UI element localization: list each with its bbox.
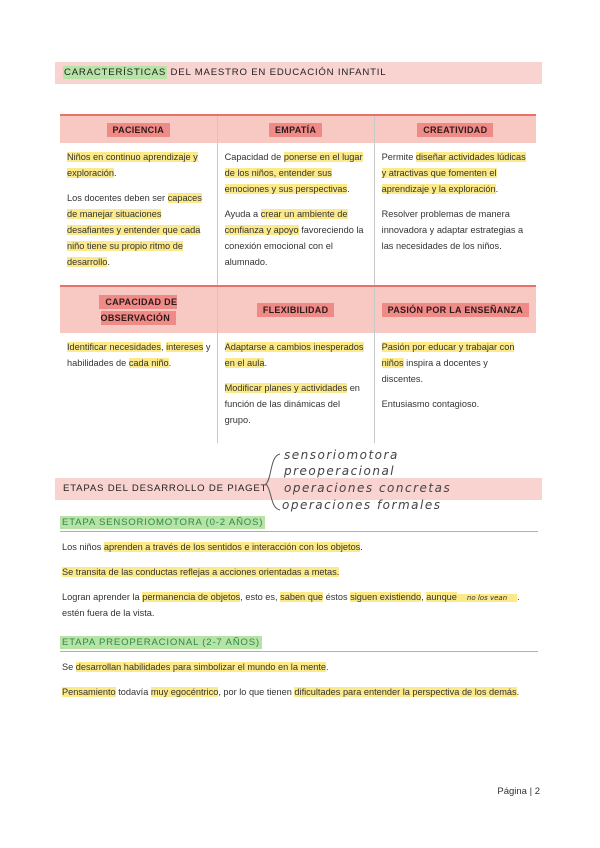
section-title-band [55, 62, 542, 84]
sensoriomotora-p2: Se transita de las conductas reflejas a acciones orientadas a metas. [62, 567, 340, 577]
cell-flexibilidad: Adaptarse a cambios inesperados en el aula. Modificar planes y actividades en función de las dinámicas del grupo. [217, 333, 374, 443]
header-flexibilidad: FLEXIBILIDAD [217, 286, 374, 333]
header-observacion: CAPACIDAD DE OBSERVACIÓN [60, 286, 217, 333]
hand-note-3: operaciones concretas [284, 481, 452, 495]
hand-brace [262, 450, 282, 514]
title-highlight: CARACTERÍSTICAS [64, 67, 167, 78]
stage-heading-sensoriomotora: ETAPA SENSORIOMOTORA (0-2 AÑOS) [60, 517, 538, 532]
hand-note-1: sensoriomotora [284, 448, 399, 462]
sensoriomotora-p1: Los niños aprenden a través de los sentidos e interacción con los objetos. [62, 542, 363, 552]
sensoriomotora-p3: Logran aprender la permanencia de objetos, esto es, saben que éstos siguen existiendo, aunque no los vean . estén fuera de la vista. [62, 592, 520, 618]
cell-creatividad: Permite diseñar actividades lúdicas y atractivas que fomenten el aprendizaje y la exploración. Resolver problemas de manera innovadora y adaptar estrategias a las necesidades de los niños. [374, 143, 536, 286]
header-paciencia: PACIENCIA [60, 115, 217, 143]
header-empatia: EMPATÍA [217, 115, 374, 143]
hand-note-4: operaciones formales [282, 498, 442, 512]
preoperacional-p2: Pensamiento todavía muy egocéntrico, por lo que tienen dificultades para entender la perspectiva de los demás. [62, 687, 520, 697]
piaget-stages-title: ETAPAS DEL DESARROLLO DE PIAGET [63, 483, 268, 494]
characteristics-table [60, 114, 536, 443]
hand-note-2: preoperacional [284, 464, 396, 478]
cell-paciencia: Niños en continuo aprendizaje y exploración. Los docentes deben ser capaces de manejar situaciones desafiantes y entender que cada niño tiene su propio ritmo de desarrollo. [67, 152, 202, 267]
stage-heading-preoperacional: ETAPA PREOPERACIONAL (2-7 AÑOS) [60, 637, 538, 652]
title-rest: DEL MAESTRO EN EDUCACIÓN INFANTIL [167, 67, 387, 78]
preoperacional-p1: Se desarrollan habilidades para simbolizar el mundo en la mente. [62, 662, 329, 672]
cell-empatia: Capacidad de ponerse en el lugar de los niños, entender sus emociones y sus perspectivas. Ayuda a crear un ambiente de confianza y apoyo favoreciendo la conexión emocional con el alumnado. [217, 143, 374, 286]
cell-pasion: Pasión por educar y trabajar con niños inspira a docentes y discentes. Entusiasmo contagioso. [374, 333, 536, 443]
header-pasion: PASIÓN POR LA ENSEÑANZA [374, 286, 536, 333]
header-creatividad: CREATIVIDAD [374, 115, 536, 143]
page-number: Página | 2 [497, 786, 540, 797]
cell-observacion: Identificar necesidades, intereses y habilidades de cada niño. [67, 342, 211, 368]
